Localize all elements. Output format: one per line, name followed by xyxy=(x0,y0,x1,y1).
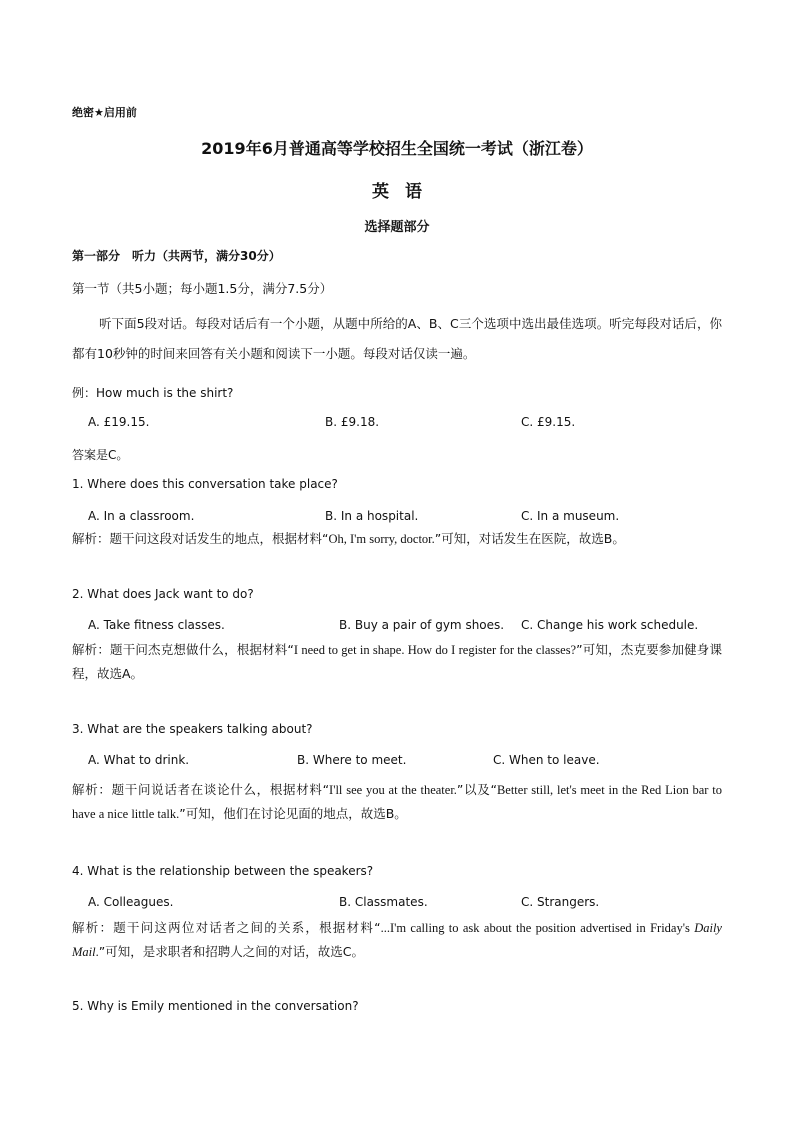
q2-option-b: B. Buy a pair of gym shoes. xyxy=(339,618,505,632)
section-one-title: 第一节（共5小题；每小题1.5分，满分7.5分） xyxy=(72,281,333,296)
example-answer: 答案是C。 xyxy=(72,448,129,462)
confidential-label: 绝密★启用前 xyxy=(72,106,137,119)
q4-analysis: 解析：题干问这两位对话者之间的关系，根据材料“...I'm calling to ask about the position advertised in Friday's Daily Mail.”可知，是求职者和招聘人之间的对话，故选C。 xyxy=(72,920,722,959)
q4-option-c: C. Strangers. xyxy=(521,895,600,909)
example-option-a: A. £19.15. xyxy=(88,415,150,429)
question-2: 2. What does Jack want to do? xyxy=(72,587,254,601)
q2-option-c: C. Change his work schedule. xyxy=(521,618,699,632)
q4-option-a: A. Colleagues. xyxy=(88,895,174,909)
q2-analysis: 解析：题干问杰克想做什么，根据材料“I need to get in shape. How do I register for the classes?”可知，杰克要参加健身课程，故选A。 xyxy=(72,642,722,681)
question-1: 1. Where does this conversation take place? xyxy=(72,477,338,491)
example-option-b: B. £9.18. xyxy=(325,415,380,429)
example-option-c: C. £9.15. xyxy=(521,415,576,429)
q3-option-b: B. Where to meet. xyxy=(297,753,407,767)
exam-title: 2019年6月普通高等学校招生全国统一考试（浙江卷） xyxy=(201,139,593,158)
q1-option-b: B. In a hospital. xyxy=(325,509,419,523)
q3-option-a: A. What to drink. xyxy=(88,753,190,767)
q3-option-c: C. When to leave. xyxy=(493,753,600,767)
q1-option-a: A. In a classroom. xyxy=(88,509,195,523)
q3-analysis: 解析：题干问说话者在谈论什么，根据材料“I'll see you at the theater.”以及“Better still, let's meet in the Red Lion bar to have a nice little talk.”可知，他们在讨论见面的地点，故选B。 xyxy=(72,782,722,821)
question-4: 4. What is the relationship between the speakers? xyxy=(72,864,374,878)
question-5: 5. Why is Emily mentioned in the conversation? xyxy=(72,999,359,1013)
q1-option-c: C. In a museum. xyxy=(521,509,620,523)
section-title: 选择题部分 xyxy=(364,220,430,235)
part-one-title: 第一部分 听力（共两节，满分30分） xyxy=(72,249,281,263)
instructions-paragraph: 听下面5段对话。每段对话后有一个小题，从题中所给的A、B、C三个选项中选出最佳选项。听完每段对话后，你都有10秒钟的时间来回答有关小题和阅读下一小题。每段对话仅读一遍。 xyxy=(72,316,722,361)
subject-title: 英语 xyxy=(372,182,438,202)
example-question: 例：How much is the shirt? xyxy=(72,386,234,400)
q4-option-b: B. Classmates. xyxy=(339,895,428,909)
question-3: 3. What are the speakers talking about? xyxy=(72,722,313,736)
q1-analysis: 解析：题干问这段对话发生的地点，根据材料“Oh, I'm sorry, doctor.”可知，对话发生在医院，故选B。 xyxy=(72,531,625,546)
q2-option-a: A. Take fitness classes. xyxy=(88,618,225,632)
